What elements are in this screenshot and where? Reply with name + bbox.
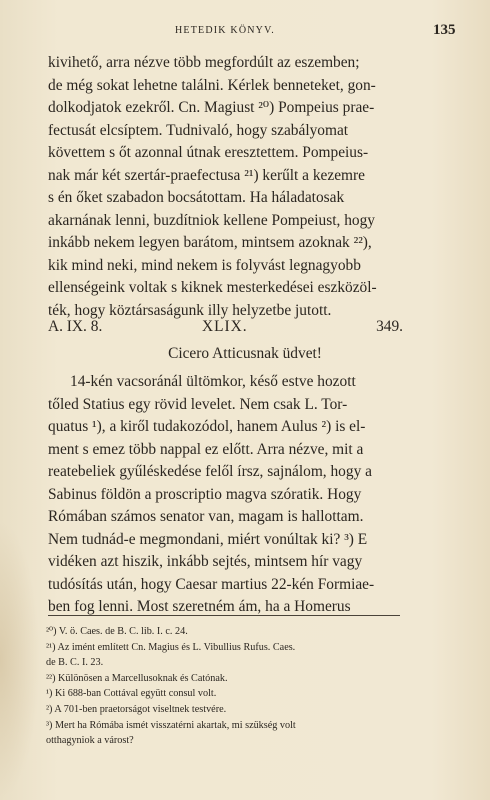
text-line: reatebeliek gyűléskedése felől írsz, sajnálom, hogy a (48, 463, 372, 480)
text-line: tőled Statius egy rövid levelet. Nem csak L. Tor- (48, 395, 348, 413)
footnote: ²) A 701-ben praetorságot viseltnek testvére. (46, 703, 227, 715)
paragraph-continuation (48, 52, 403, 322)
text-line: ment s emez több nappal ez előtt. Arra nézve, mit a (48, 440, 364, 458)
text-line: ben fog lenni. Most szeretném ám, ha a Homerus (48, 598, 351, 615)
page-number: 135 (433, 22, 456, 38)
text-line: kik mind neki, mind nekem is folyvást legnagyobb (48, 256, 361, 274)
text-line: ték, hogy köztársaságunk illy helyzetbe jutott. (48, 301, 332, 319)
text-line: tudósítás után, hogy Caesar martius 22-kén Formiae- (48, 575, 375, 593)
footnote: ¹) Ki 688-ban Cottával együtt consul volt. (46, 688, 217, 700)
text-line: s én őket szabadon bocsátottam. Ha háladatosak (48, 189, 345, 206)
text-line: követtem s őt azonnal útnak eresztettem. Pompeius- (48, 144, 369, 161)
text-line: inkább nekem legyen barátom, mintsem azoknak ²²), (48, 234, 372, 251)
footnotes (46, 624, 406, 749)
letter-body (48, 371, 403, 619)
footnote: de B. C. I. 23. (46, 657, 104, 669)
footnote: ³) Mert ha Rómába ismét visszatérni akartak, mi szükség volt (46, 719, 296, 731)
text-line: Sabinus földön a proscriptio magva szóratik. Hogy (48, 485, 362, 503)
letter-heading (48, 318, 403, 340)
letter-reference: A. IX. 8. (48, 318, 103, 335)
text-line: de még sokat lehetne találni. Kérlek benneteket, gon- (48, 76, 376, 94)
letter-number: XLIX. (202, 318, 248, 335)
footnote: ²⁰) V. ö. Caes. de B. C. lib. I. c. 24. (46, 626, 188, 637)
footnote: ²²) Különösen a Marcellusoknak és Catónak. (46, 672, 228, 684)
text-line: quatus ¹), a kiről tudakozódol, hanem Aulus ²) is el- (48, 418, 366, 435)
text-line: nak már két szertár-praefectusa ²¹) kerűlt a kezemre (48, 166, 365, 184)
text-line: vidéken azt hiszik, inkább sejtés, mintsem hír vagy (48, 553, 363, 570)
text-line: Rómában számos senator van, magam is hallottam. (48, 508, 364, 525)
text-line: kivihető, arra nézve több megfordúlt az eszemben; (48, 54, 360, 71)
text-line: akarnának lenni, buzdítniok kellene Pompeiust, hogy (48, 211, 375, 229)
text-line: Nem tudnád-e megmondani, miért vonúltak ki? ³) E (48, 530, 368, 548)
text-line: 14-kén vacsoránál ültömkor, késő estve hozott (70, 373, 356, 390)
letter-salutation: Cicero Atticusnak üdvet! (168, 345, 322, 362)
footnote: ²¹) Az imént említett Cn. Magius és L. Vibullius Rufus. Caes. (46, 641, 296, 653)
text-line: fectusát elcsíptem. Tudnivaló, hogy szabályomat (48, 121, 349, 139)
paper-stain (0, 520, 40, 800)
text-line: ellenségeink voltak s kiknek mesterkedései eszközöl- (48, 279, 377, 296)
footnote: otthagyniok a várost? (46, 735, 134, 747)
page-header (0, 22, 490, 40)
letter-index: 349. (376, 318, 403, 335)
text-line: dolkodjatok ezekről. Cn. Magiust ²⁰) Pompeius prae- (48, 99, 375, 116)
running-head: HETEDIK KÖNYV. (175, 25, 275, 36)
footnote-divider (48, 615, 400, 616)
